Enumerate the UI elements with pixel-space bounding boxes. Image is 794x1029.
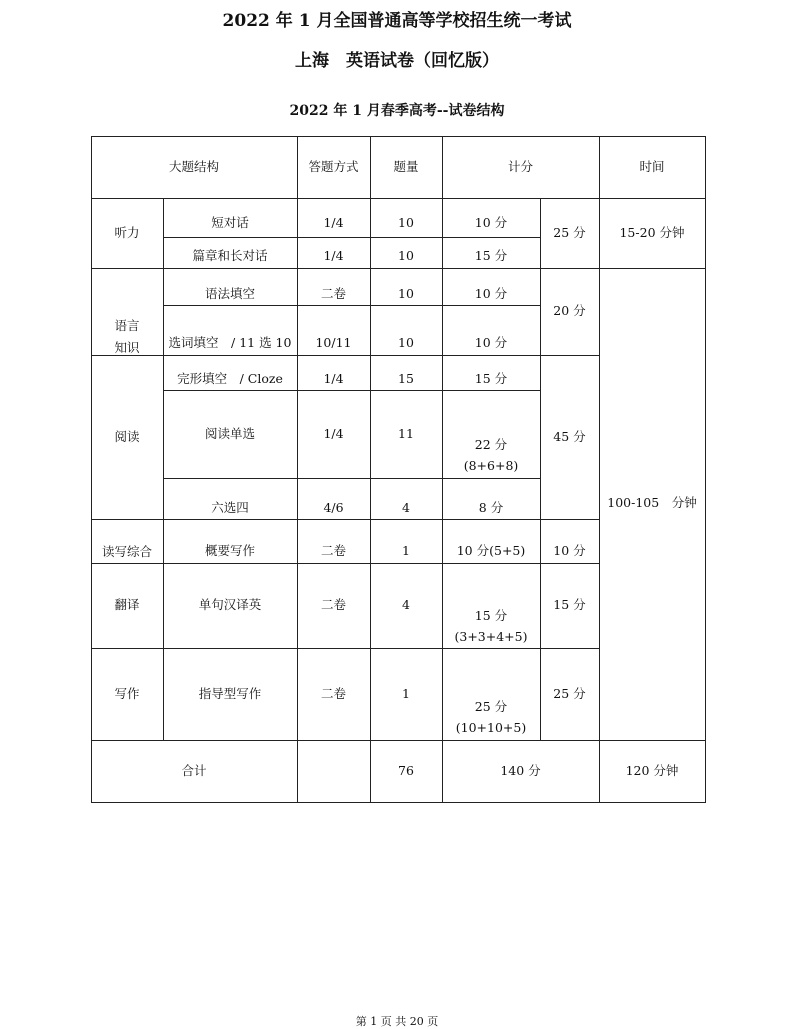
- row-name: 概要写作: [204, 543, 255, 558]
- row-count: 1: [402, 686, 410, 701]
- row-score: 15 分: [474, 371, 508, 386]
- total-divider: [91, 740, 705, 741]
- row-divider: [163, 390, 540, 391]
- row-score-detail: (3+3+4+5): [454, 629, 528, 644]
- row-count: 15: [398, 371, 414, 386]
- table-border-right: [705, 136, 706, 802]
- document-title: 2022 年 1 月全国普通高等学校招生统一考试: [222, 11, 572, 31]
- row-score: 10 分: [474, 335, 508, 350]
- row-count: 11: [398, 426, 414, 441]
- row-score: 15 分: [474, 248, 508, 263]
- column-divider: [297, 136, 298, 802]
- row-score-detail: (10+10+5): [455, 720, 527, 735]
- row-count: 4: [402, 597, 410, 612]
- section-divider: [91, 519, 599, 520]
- row-count: 10: [398, 248, 414, 263]
- row-name: 篇章和长对话: [192, 248, 268, 263]
- section-total-read-write: 10 分: [553, 543, 586, 558]
- row-format: 4/6: [323, 500, 344, 515]
- row-divider: [163, 478, 540, 479]
- header-time: 时间: [639, 159, 665, 174]
- row-count: 10: [398, 286, 414, 301]
- document-subtitle: 上海 英语试卷（回忆版）: [295, 51, 499, 71]
- row-format: 10/11: [315, 335, 352, 350]
- row-format: 1/4: [323, 248, 344, 263]
- section-total-listening: 25 分: [553, 225, 586, 240]
- column-divider: [163, 198, 164, 740]
- header-structure: 大题结构: [168, 159, 219, 174]
- section-language-knowledge: 语言 知识: [114, 318, 140, 355]
- section-divider: [91, 563, 599, 564]
- section-divider: [91, 268, 705, 269]
- section-total-reading: 45 分: [553, 429, 586, 444]
- row-score: 22 分: [474, 437, 508, 452]
- row-divider: [163, 237, 540, 238]
- row-count: 4: [402, 500, 410, 515]
- section-reading: 阅读: [114, 429, 140, 444]
- time-listening: 15-20 分钟: [619, 225, 685, 240]
- section-writing: 写作: [114, 686, 140, 701]
- row-name: 单句汉译英: [198, 597, 262, 612]
- section-divider: [91, 648, 599, 649]
- header-score: 计分: [507, 159, 533, 174]
- section-translation: 翻译: [114, 597, 140, 612]
- row-name: 语法填空: [204, 286, 255, 301]
- row-score-detail: (8+6+8): [463, 458, 519, 473]
- section-read-write: 读写综合: [101, 544, 152, 559]
- total-time: 120 分钟: [625, 763, 679, 778]
- table-border-top: [91, 136, 705, 137]
- column-divider: [370, 136, 371, 802]
- row-name: 短对话: [211, 215, 249, 230]
- row-score: 10 分: [474, 286, 508, 301]
- row-format: 二卷: [320, 686, 346, 701]
- header-format: 答题方式: [308, 159, 359, 174]
- table-border-bottom: [91, 802, 706, 803]
- row-count: 10: [398, 215, 414, 230]
- row-name: 六选四: [211, 500, 249, 515]
- row-score: 10 分: [474, 215, 508, 230]
- row-format: 1/4: [323, 426, 344, 441]
- row-name: 完形填空 / Cloze: [177, 371, 283, 386]
- page-footer: 第 1 页 共 20 页: [355, 1015, 439, 1028]
- section-total-writing: 25 分: [553, 686, 586, 701]
- section-total-language: 20 分: [553, 303, 586, 318]
- row-score: 10 分(5+5): [456, 543, 526, 558]
- row-score: 8 分: [478, 500, 504, 515]
- row-format: 二卷: [320, 597, 346, 612]
- row-format: 二卷: [320, 286, 346, 301]
- row-divider: [163, 305, 540, 306]
- row-format: 二卷: [320, 543, 346, 558]
- column-divider: [540, 198, 541, 740]
- row-score: 25 分: [474, 699, 508, 714]
- total-score: 140 分: [500, 763, 541, 778]
- header-divider: [91, 198, 705, 199]
- row-format: 1/4: [323, 215, 344, 230]
- row-name: 选词填空 / 11 选 10: [168, 335, 292, 350]
- section-listening: 听力: [114, 225, 140, 240]
- row-name: 阅读单选: [204, 426, 255, 441]
- section-divider: [91, 355, 599, 356]
- row-format: 1/4: [323, 371, 344, 386]
- total-count: 76: [398, 763, 414, 778]
- time-rest: 100-105 分钟: [607, 495, 697, 510]
- total-label: 合计: [181, 763, 207, 778]
- row-count: 1: [402, 543, 410, 558]
- table-title: 2022 年 1 月春季高考--试卷结构: [289, 103, 505, 119]
- section-total-translation: 15 分: [553, 597, 586, 612]
- header-count: 题量: [393, 159, 419, 174]
- row-score: 15 分: [474, 608, 508, 623]
- row-name: 指导型写作: [198, 686, 262, 701]
- row-count: 10: [398, 335, 414, 350]
